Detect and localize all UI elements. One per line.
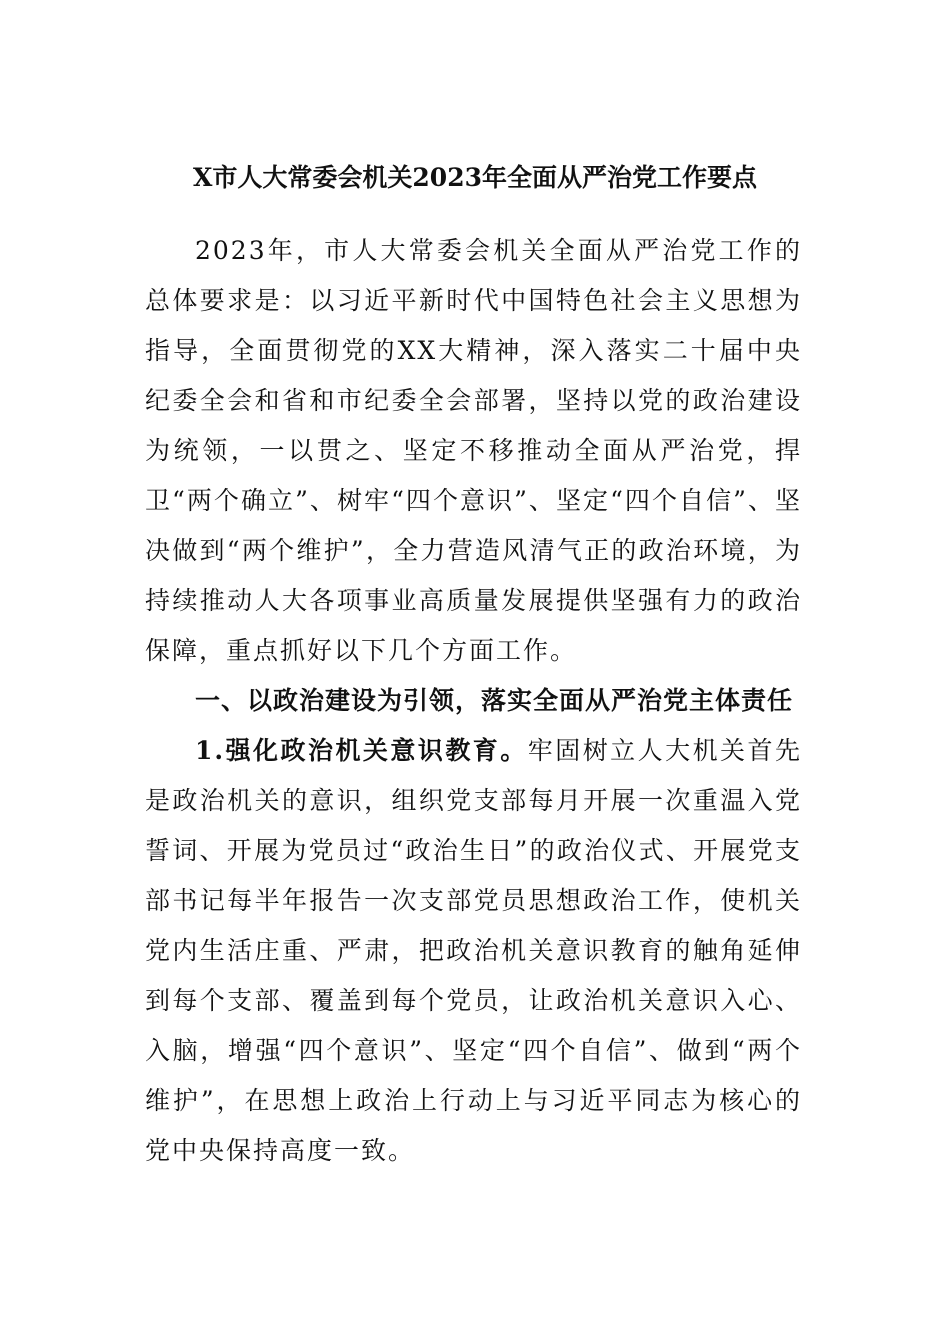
item-1-lead: 1.强化政治机关意识教育。 [195, 736, 528, 765]
item-1-text: 牢固树立人大机关首先是政治机关的意识，组织党支部每月开展一次重温入党誓词、开展为党员过“政治生日”的政治仪式、开展党支部书记每半年报告一次支部党员思想政治工作，使机关党内生活庄重、严肃，把政治机关意识教育的触角延伸到每个支部、覆盖到每个党员，让政治机关意识入心、入脑，增强“四个意识”、坚定“四个自信”、做到“两个维护”，在思想上政治上行动上与习近平同志为核心的党中央保持高度一致。 [145, 736, 802, 1165]
item-1-paragraph [145, 726, 802, 1176]
section-heading: 一、以政治建设为引领，落实全面从严治党主体责任 [195, 686, 794, 715]
document-title: X市人大常委会机关2023年全面从严治党工作要点 [193, 163, 757, 192]
intro-paragraph: 2023年，市人大常委会机关全面从严治党工作的总体要求是：以习近平新时代中国特色社会主义思想为指导，全面贯彻党的XX大精神，深入落实二十届中央纪委全会和省和市纪委全会部署，坚持以党的政治建设为统领，一以贯之、坚定不移推动全面从严治党，捍卫“两个确立”、树牢“四个意识”、坚定“四个自信”、坚决做到“两个维护”，全力营造风清气正的政治环境，为持续推动人大各项事业高质量发展提供坚强有力的政治保障，重点抓好以下几个方面工作。 [145, 236, 802, 665]
